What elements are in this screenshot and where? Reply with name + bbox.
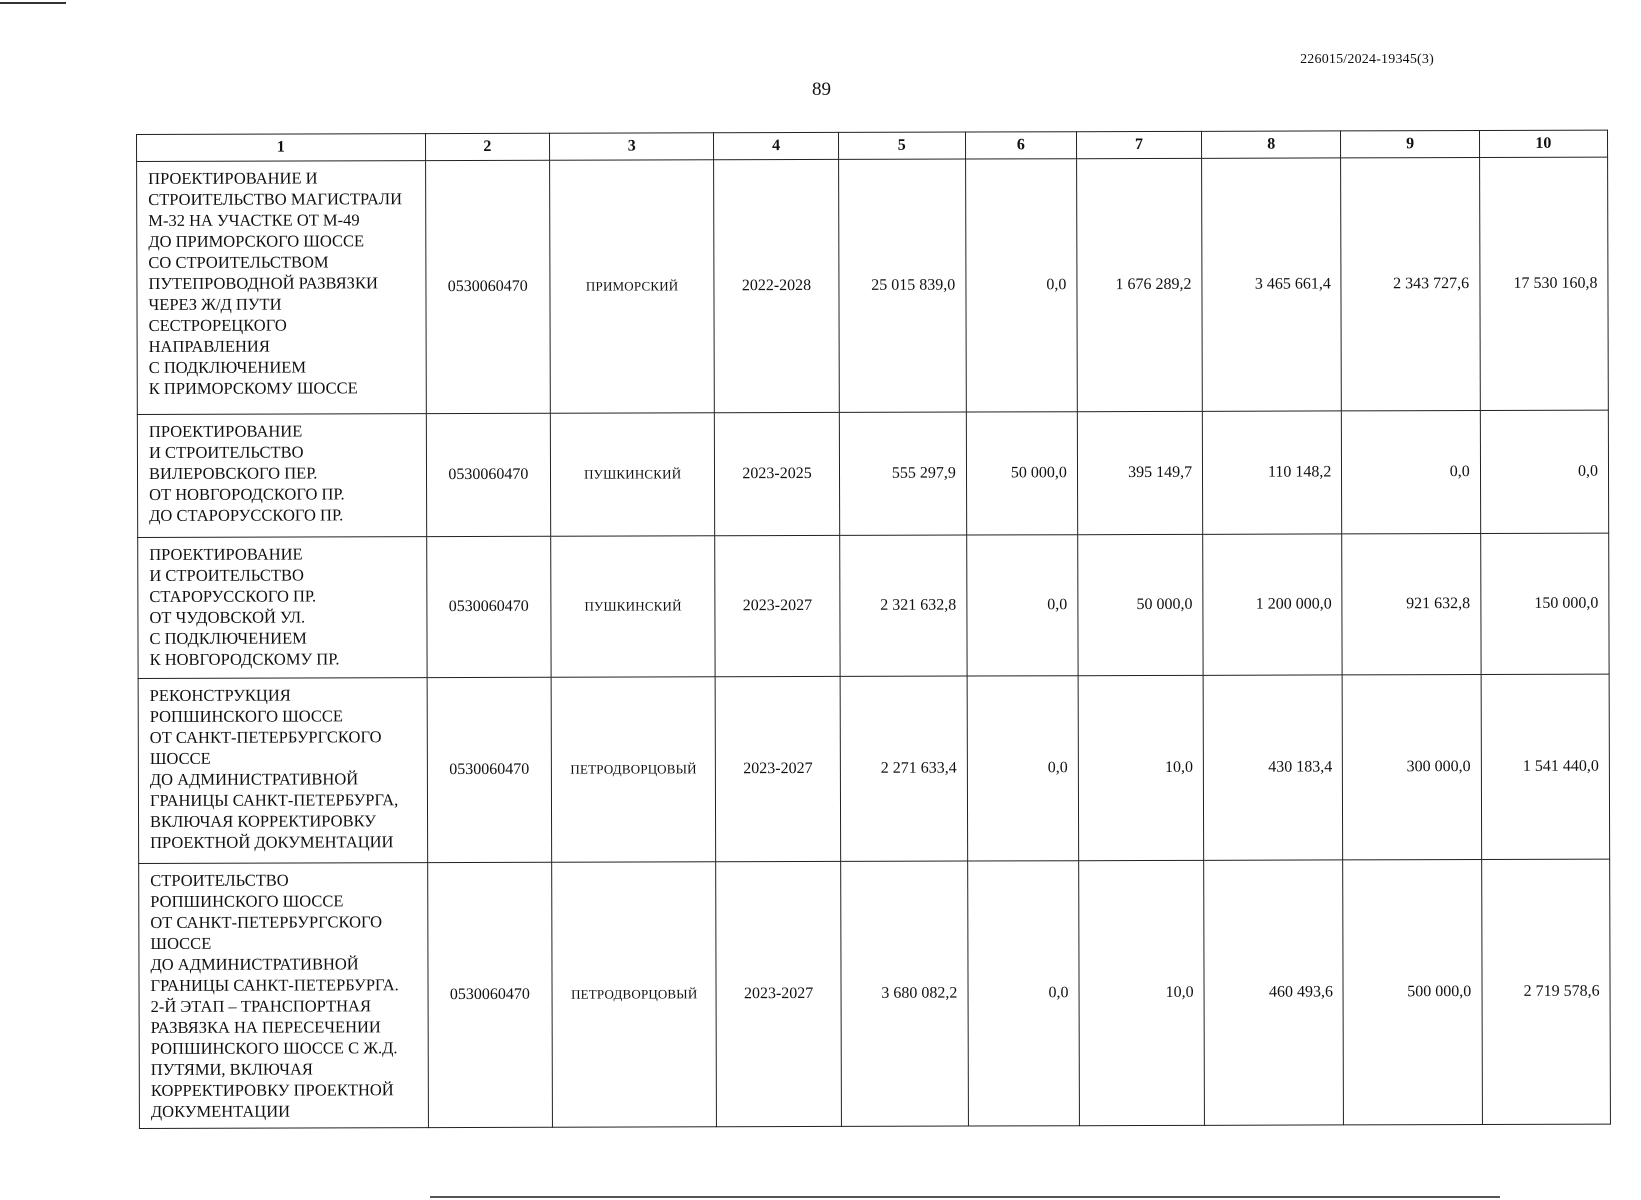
column-header-6: 6 bbox=[965, 132, 1076, 159]
period-cell: 2023-2025 bbox=[715, 412, 840, 535]
table-row bbox=[138, 674, 1610, 863]
value-cell-7: 395 149,7 bbox=[1077, 411, 1203, 534]
value-cell-7: 50 000,0 bbox=[1078, 534, 1204, 675]
scan-edge-top bbox=[0, 2, 66, 4]
column-header-8: 8 bbox=[1202, 131, 1341, 158]
table-row bbox=[138, 533, 1609, 678]
period-cell: 2023-2027 bbox=[716, 676, 841, 861]
object-name-cell: ПРОЕКТИРОВАНИЕ И СТРОИТЕЛЬСТВО ВИЛЕРОВСКОГО ПЕР. ОТ НОВГОРОДСКОГО ПР. ДО СТАРОРУССКОГО ПР. bbox=[137, 414, 426, 538]
value-cell-6: 0,0 bbox=[968, 861, 1080, 1126]
value-cell-10: 17 530 160,8 bbox=[1479, 157, 1608, 410]
header-row bbox=[137, 130, 1608, 161]
value-cell-5: 25 015 839,0 bbox=[838, 159, 966, 412]
document-reference: 226015/2024-19345(3) bbox=[1300, 52, 1434, 67]
value-cell-9: 0,0 bbox=[1342, 411, 1481, 534]
code-cell: 0530060470 bbox=[426, 536, 551, 677]
page-number: 89 bbox=[812, 79, 831, 100]
period-cell: 2023-2027 bbox=[716, 861, 841, 1126]
value-cell-8: 430 183,4 bbox=[1203, 675, 1343, 860]
code-cell: 0530060470 bbox=[426, 413, 551, 536]
value-cell-9: 500 000,0 bbox=[1343, 860, 1482, 1125]
value-cell-7: 1 676 289,2 bbox=[1076, 158, 1202, 411]
column-header-4: 4 bbox=[714, 132, 838, 159]
value-cell-8: 460 493,6 bbox=[1204, 860, 1344, 1125]
value-cell-10: 0,0 bbox=[1480, 410, 1609, 533]
column-header-10: 10 bbox=[1479, 130, 1607, 157]
table-row bbox=[137, 157, 1609, 414]
column-header-3: 3 bbox=[549, 133, 714, 160]
value-cell-10: 150 000,0 bbox=[1480, 533, 1609, 674]
column-header-9: 9 bbox=[1341, 131, 1479, 158]
table-row bbox=[139, 859, 1611, 1128]
scan-edge-bottom bbox=[430, 1196, 1500, 1198]
value-cell-9: 921 632,8 bbox=[1342, 534, 1481, 675]
period-cell: 2022-2028 bbox=[714, 159, 839, 412]
value-cell-5: 555 297,9 bbox=[839, 412, 967, 535]
value-cell-8: 3 465 661,4 bbox=[1202, 158, 1342, 411]
value-cell-8: 1 200 000,0 bbox=[1203, 534, 1343, 675]
value-cell-9: 300 000,0 bbox=[1343, 675, 1482, 860]
value-cell-10: 2 719 578,6 bbox=[1481, 859, 1610, 1124]
value-cell-7: 10,0 bbox=[1078, 675, 1204, 860]
value-cell-9: 2 343 727,6 bbox=[1341, 158, 1480, 411]
value-cell-6: 50 000,0 bbox=[966, 412, 1077, 535]
value-cell-5: 2 321 632,8 bbox=[839, 535, 967, 676]
district-cell: ПРИМОРСКИЙ bbox=[549, 160, 714, 413]
period-cell: 2023-2027 bbox=[715, 535, 840, 676]
object-name-cell: ПРОЕКТИРОВАНИЕ И СТРОИТЕЛЬСТВО СТАРОРУССКОГО ПР. ОТ ЧУДОВСКОЙ УЛ. С ПОДКЛЮЧЕНИЕМ К НОВГОРОДСКОМУ ПР. bbox=[138, 537, 427, 679]
code-cell: 0530060470 bbox=[427, 862, 552, 1127]
value-cell-5: 2 271 633,4 bbox=[840, 676, 968, 861]
district-cell: ПУШКИНСКИЙ bbox=[551, 536, 716, 677]
value-cell-5: 3 680 082,2 bbox=[840, 861, 968, 1126]
district-cell: ПЕТРОДВОРЦОВЫЙ bbox=[551, 677, 716, 862]
object-name-cell: ПРОЕКТИРОВАНИЕ И СТРОИТЕЛЬСТВО МАГИСТРАЛИ М-32 НА УЧАСТКЕ ОТ М-49 ДО ПРИМОРСКОГО ШОССЕ СО СТРОИТЕЛЬСТВОМ ПУТЕПРОВОДНОЙ РАЗВЯЗКИ ЧЕРЕЗ Ж/Д ПУТИ СЕСТРОРЕЦКОГО НАПРАВЛЕНИЯ С ПОДКЛЮЧЕНИЕМ К ПРИМОРСКОМУ ШОССЕ bbox=[137, 161, 426, 415]
value-cell-8: 110 148,2 bbox=[1202, 411, 1342, 534]
column-header-5: 5 bbox=[838, 132, 965, 159]
district-cell: ПУШКИНСКИЙ bbox=[550, 413, 715, 536]
value-cell-6: 0,0 bbox=[965, 159, 1077, 412]
object-name-cell: РЕКОНСТРУКЦИЯ РОПШИНСКОГО ШОССЕ ОТ САНКТ-ПЕТЕРБУРГСКОГО ШОССЕ ДО АДМИНИСТРАТИВНОЙ ГРАНИЦЫ САНКТ-ПЕТЕРБУРГА, ВКЛЮЧАЯ КОРРЕКТИРОВКУ ПРОЕКТНОЙ ДОКУМЕНТАЦИИ bbox=[138, 678, 427, 864]
column-header-1: 1 bbox=[137, 134, 426, 162]
object-name-cell: СТРОИТЕЛЬСТВО РОПШИНСКОГО ШОССЕ ОТ САНКТ-ПЕТЕРБУРГСКОГО ШОССЕ ДО АДМИНИСТРАТИВНОЙ ГРАНИЦЫ САНКТ-ПЕТЕРБУРГА. 2-Й ЭТАП – ТРАНСПОРТНАЯ РАЗВЯЗКА НА ПЕРЕСЕЧЕНИИ РОПШИНСКОГО ШОССЕ С Ж.Д. ПУТЯМИ, ВКЛЮЧАЯ КОРРЕКТИРОВКУ ПРОЕКТНОЙ ДОКУМЕНТАЦИИ bbox=[139, 863, 429, 1129]
table-row bbox=[137, 410, 1608, 537]
value-cell-7: 10,0 bbox=[1079, 860, 1205, 1125]
column-header-7: 7 bbox=[1076, 131, 1201, 158]
investment-table bbox=[136, 130, 1611, 1129]
code-cell: 0530060470 bbox=[427, 677, 552, 862]
value-cell-6: 0,0 bbox=[967, 676, 1079, 861]
value-cell-10: 1 541 440,0 bbox=[1481, 674, 1610, 859]
column-header-2: 2 bbox=[425, 133, 549, 160]
code-cell: 0530060470 bbox=[425, 160, 550, 413]
value-cell-6: 0,0 bbox=[967, 535, 1078, 676]
district-cell: ПЕТРОДВОРЦОВЫЙ bbox=[552, 862, 717, 1127]
